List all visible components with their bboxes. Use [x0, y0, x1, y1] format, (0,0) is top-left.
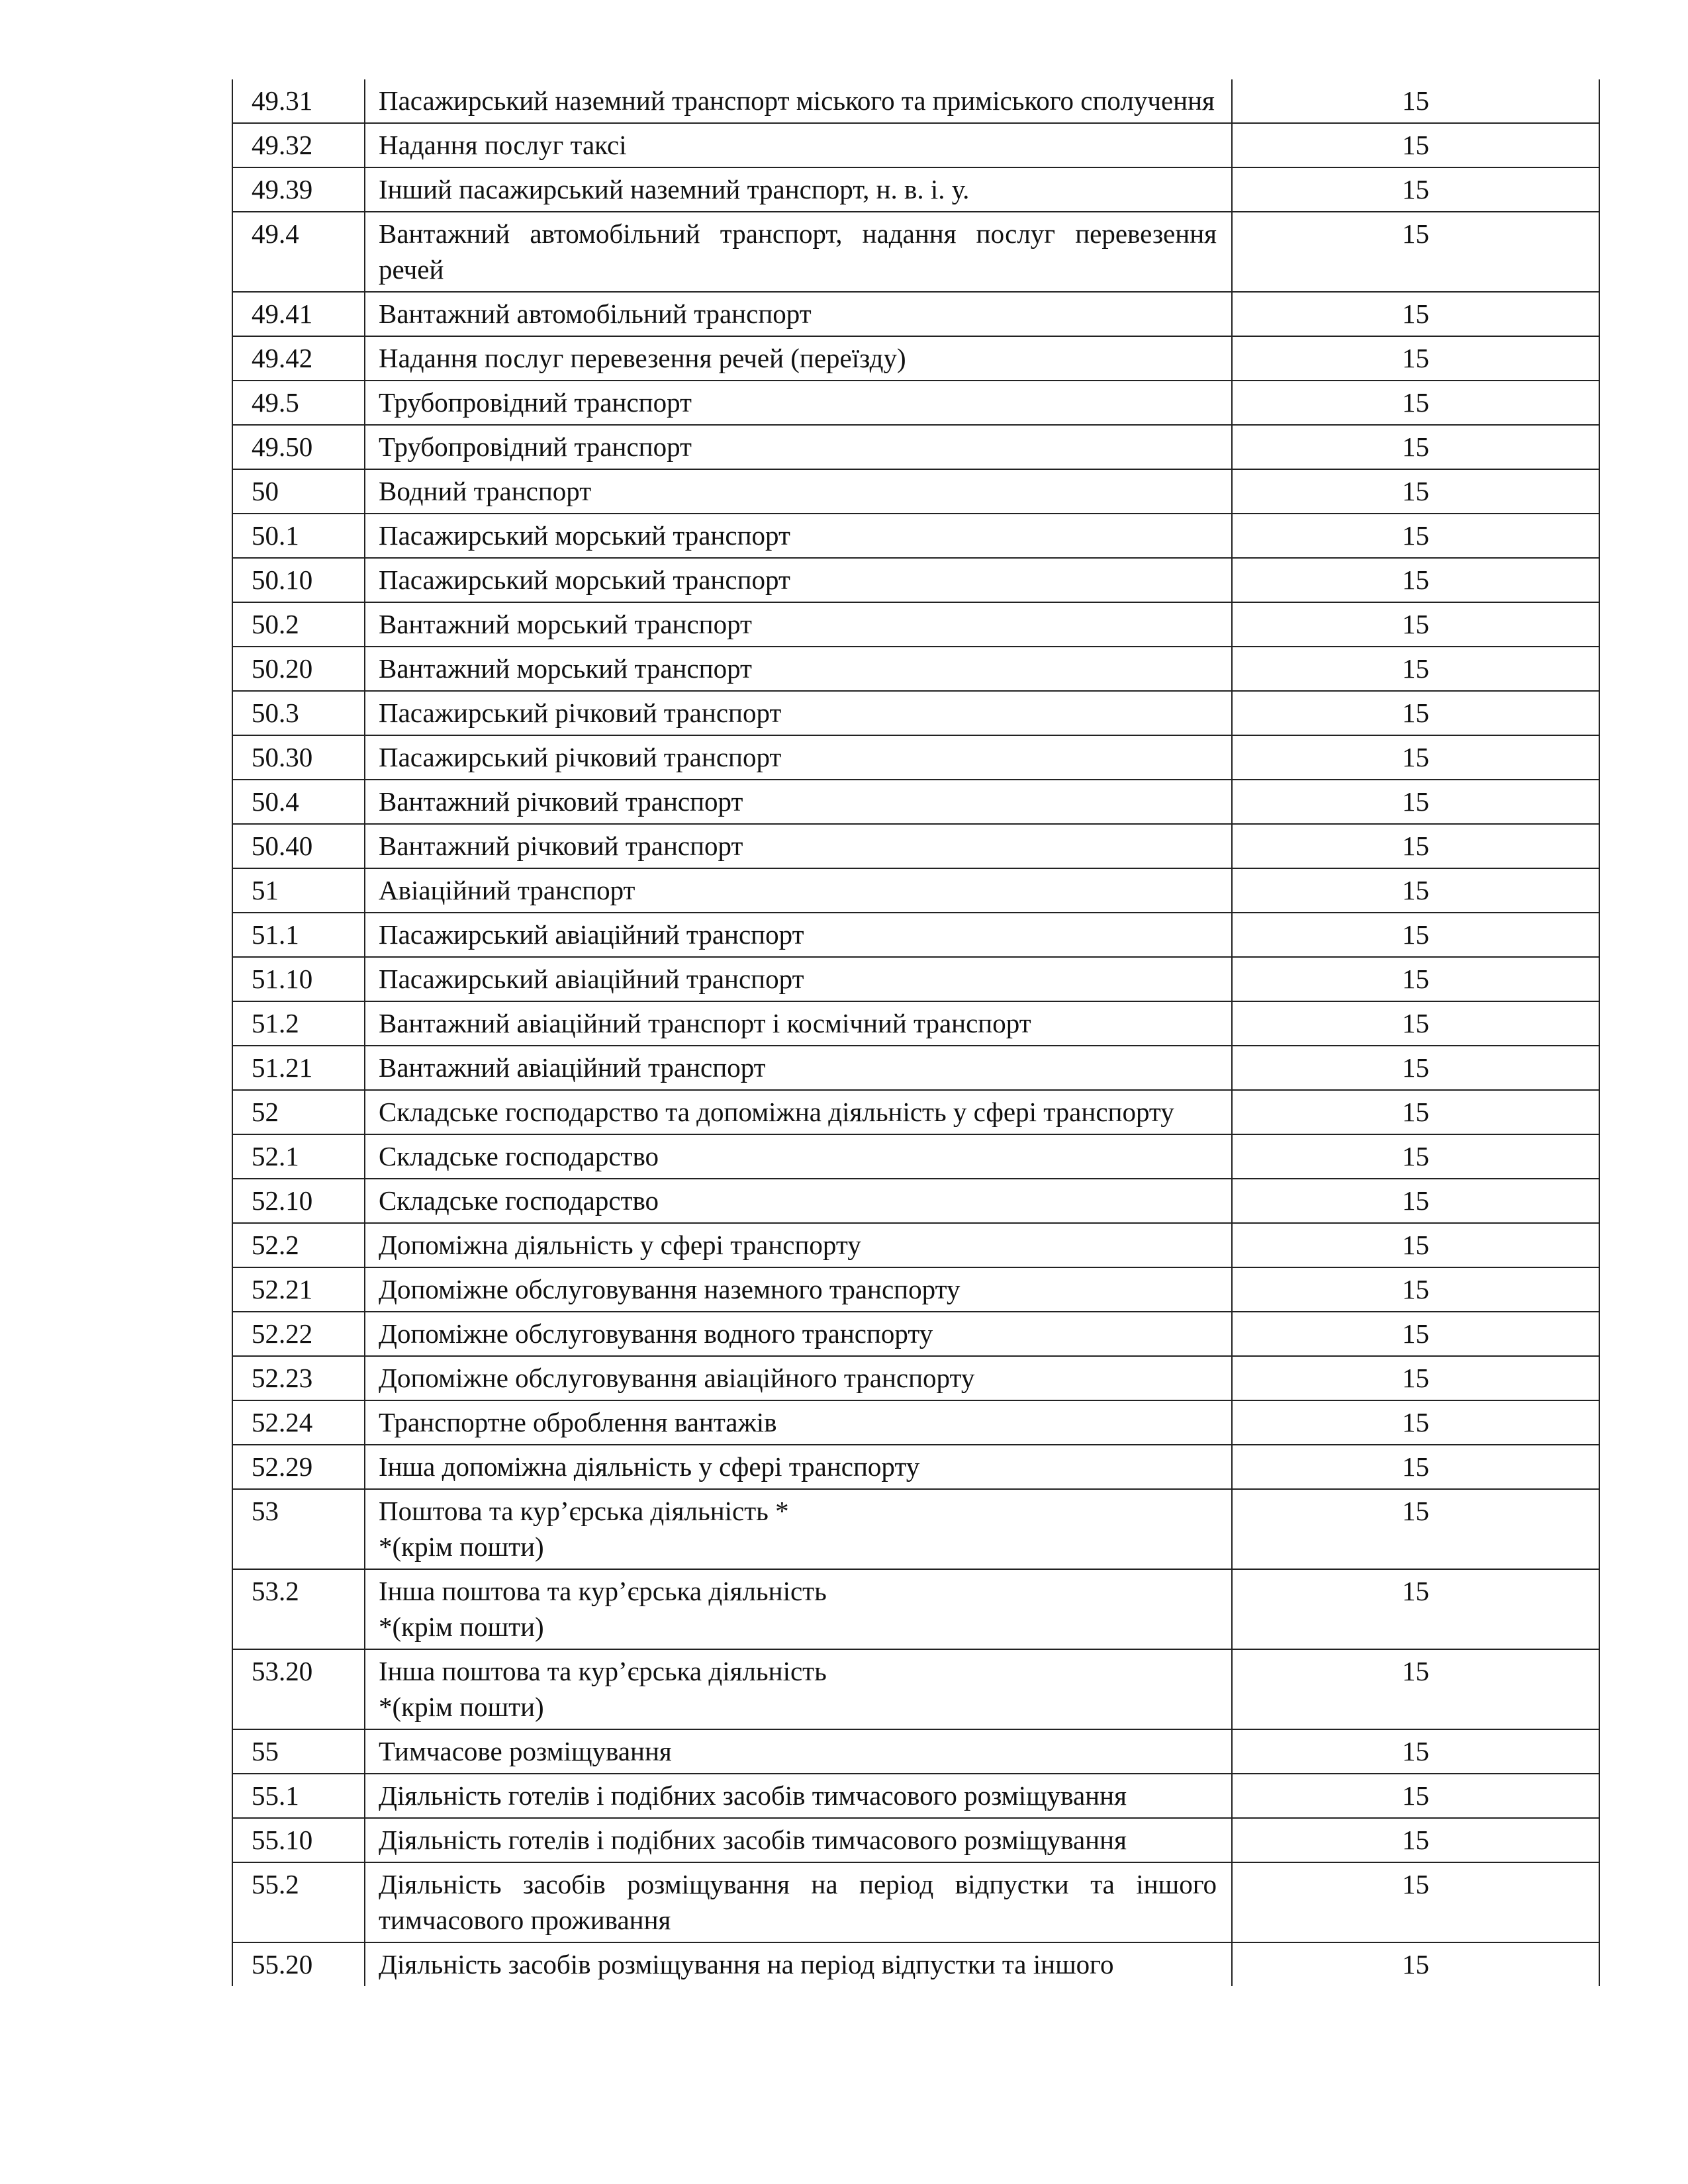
activity-name: Пасажирський річковий транспорт	[379, 742, 782, 772]
rate-value: 15	[1232, 957, 1599, 1001]
rate-value: 15	[1232, 1729, 1599, 1774]
activity-name: Інший пасажирський наземний транспорт, н. в. і. у.	[379, 174, 970, 205]
rate-value: 15	[1232, 79, 1599, 123]
activity-name: Складське господарство	[379, 1185, 659, 1216]
rate-value: 15	[1232, 824, 1599, 868]
activity-code: 52.29	[232, 1445, 365, 1489]
activity-code: 51.10	[232, 957, 365, 1001]
table-row	[232, 735, 1599, 780]
table-row	[232, 1134, 1599, 1179]
activity-name: Пасажирський авіаційний транспорт	[379, 964, 804, 994]
table-row	[232, 868, 1599, 913]
activity-code: 52.2	[232, 1223, 365, 1267]
activity-name: Вантажний авіаційний транспорт і космічний транспорт	[379, 1008, 1031, 1038]
activity-name-cell	[365, 647, 1232, 691]
activity-name: Трубопровідний транспорт	[379, 432, 692, 462]
rate-value: 15	[1232, 1774, 1599, 1818]
table-row	[232, 691, 1599, 735]
activity-name: Пасажирський річковий транспорт	[379, 698, 782, 728]
table-row	[232, 602, 1599, 647]
activity-name-cell	[365, 1942, 1232, 1986]
table-row	[232, 123, 1599, 167]
activity-note: *(крім пошти)	[379, 1692, 544, 1722]
activity-code: 49.4	[232, 212, 365, 292]
activity-name-cell	[365, 336, 1232, 381]
table-row	[232, 1445, 1599, 1489]
rate-value: 15	[1232, 1001, 1599, 1046]
activity-name-cell	[365, 1046, 1232, 1090]
activity-name-cell	[365, 1569, 1232, 1649]
table-row	[232, 1046, 1599, 1090]
activity-name-cell	[365, 1445, 1232, 1489]
activity-name-cell	[365, 824, 1232, 868]
activity-code: 52.23	[232, 1356, 365, 1400]
rate-value: 15	[1232, 1134, 1599, 1179]
table-row	[232, 1223, 1599, 1267]
activity-name: Надання послуг перевезення речей (переїзду)	[379, 343, 906, 373]
activity-name: Вантажний річковий транспорт	[379, 786, 743, 817]
activity-code: 51.2	[232, 1001, 365, 1046]
rate-value: 15	[1232, 647, 1599, 691]
rate-value: 15	[1232, 292, 1599, 336]
rate-value: 15	[1232, 780, 1599, 824]
rate-value: 15	[1232, 691, 1599, 735]
activity-code: 49.31	[232, 79, 365, 123]
activity-code: 50.3	[232, 691, 365, 735]
activity-name: Вантажний морський транспорт	[379, 653, 752, 684]
activity-name-cell	[365, 1267, 1232, 1312]
activity-code: 51.21	[232, 1046, 365, 1090]
rate-value: 15	[1232, 167, 1599, 212]
activity-code: 49.39	[232, 167, 365, 212]
activity-name: Пасажирський наземний транспорт міського та приміського сполучення	[379, 85, 1215, 116]
rate-value: 15	[1232, 735, 1599, 780]
rate-value: 15	[1232, 1649, 1599, 1729]
activity-name: Авіаційний транспорт	[379, 875, 635, 905]
table-row	[232, 167, 1599, 212]
table-row	[232, 913, 1599, 957]
activity-name: Діяльність готелів і подібних засобів тимчасового розміщування	[379, 1780, 1127, 1811]
activity-name-cell	[365, 79, 1232, 123]
activity-name-cell	[365, 292, 1232, 336]
activity-name: Інша поштова та кур’єрська діяльність	[379, 1576, 827, 1606]
activity-code: 52	[232, 1090, 365, 1134]
table-row	[232, 1942, 1599, 1986]
activity-name: Допоміжне обслуговування авіаційного транспорту	[379, 1363, 975, 1393]
table-row	[232, 514, 1599, 558]
table-row	[232, 1649, 1599, 1729]
activity-code: 49.42	[232, 336, 365, 381]
activity-name-cell	[365, 1001, 1232, 1046]
rate-value: 15	[1232, 425, 1599, 469]
activity-name: Тимчасове розміщування	[379, 1736, 672, 1766]
activity-code: 49.5	[232, 381, 365, 425]
activity-name: Складське господарство	[379, 1141, 659, 1171]
activity-name-cell	[365, 1818, 1232, 1862]
activity-name-cell	[365, 1312, 1232, 1356]
activity-name-cell	[365, 469, 1232, 514]
activity-name: Інша допоміжна діяльність у сфері транспорту	[379, 1451, 920, 1482]
rate-value: 15	[1232, 1312, 1599, 1356]
rate-value: 15	[1232, 1046, 1599, 1090]
activity-name-cell	[365, 1134, 1232, 1179]
rate-value: 15	[1232, 1267, 1599, 1312]
activity-name-cell	[365, 780, 1232, 824]
activity-name: Транспортне оброблення вантажів	[379, 1407, 777, 1437]
table-row	[232, 1729, 1599, 1774]
activity-name-cell	[365, 123, 1232, 167]
activity-name-cell	[365, 212, 1232, 292]
activity-code: 49.32	[232, 123, 365, 167]
activity-name-cell	[365, 1356, 1232, 1400]
activity-code: 53.20	[232, 1649, 365, 1729]
activity-code: 50.20	[232, 647, 365, 691]
table-row	[232, 1569, 1599, 1649]
activity-code: 52.10	[232, 1179, 365, 1223]
table-row	[232, 381, 1599, 425]
activity-name: Пасажирський морський транспорт	[379, 520, 790, 551]
activity-code: 50.10	[232, 558, 365, 602]
activity-name-cell	[365, 1489, 1232, 1569]
activity-code: 52.21	[232, 1267, 365, 1312]
activity-code: 55	[232, 1729, 365, 1774]
activity-name: Діяльність засобів розміщування на період відпустки та іншого тимчасового проживання	[379, 1869, 1217, 1935]
table-row	[232, 79, 1599, 123]
activity-name: Допоміжне обслуговування водного транспорту	[379, 1318, 933, 1349]
activity-code: 55.1	[232, 1774, 365, 1818]
table-row	[232, 1267, 1599, 1312]
activity-code: 50.2	[232, 602, 365, 647]
table-row	[232, 1400, 1599, 1445]
activity-code: 55.20	[232, 1942, 365, 1986]
activity-name-cell	[365, 1179, 1232, 1223]
table-body	[232, 79, 1599, 1986]
rate-value: 15	[1232, 1223, 1599, 1267]
table-row	[232, 1862, 1599, 1942]
activity-name: Надання послуг таксі	[379, 130, 627, 160]
activity-name: Пасажирський морський транспорт	[379, 565, 790, 595]
activity-code: 50.4	[232, 780, 365, 824]
rate-value: 15	[1232, 1569, 1599, 1649]
activity-name: Діяльність готелів і подібних засобів тимчасового розміщування	[379, 1825, 1127, 1855]
activity-name: Вантажний авіаційний транспорт	[379, 1052, 766, 1083]
activity-name-cell	[365, 167, 1232, 212]
rate-value: 15	[1232, 1489, 1599, 1569]
activity-name: Вантажний автомобільний транспорт, надання послуг перевезення речей	[379, 218, 1217, 285]
activity-name: Пасажирський авіаційний транспорт	[379, 919, 804, 950]
activity-name-cell	[365, 1862, 1232, 1942]
table-row	[232, 824, 1599, 868]
activity-name: Вантажний річковий транспорт	[379, 831, 743, 861]
activity-code: 49.41	[232, 292, 365, 336]
activity-code: 55.2	[232, 1862, 365, 1942]
table-row	[232, 1356, 1599, 1400]
activity-code: 53.2	[232, 1569, 365, 1649]
activity-code: 51.1	[232, 913, 365, 957]
activity-name: Складське господарство та допоміжна діяльність у сфері транспорту	[379, 1097, 1174, 1127]
activity-name: Інша поштова та кур’єрська діяльність	[379, 1656, 827, 1686]
rate-value: 15	[1232, 1445, 1599, 1489]
table-row	[232, 1001, 1599, 1046]
activity-name-cell	[365, 957, 1232, 1001]
activity-codes-table	[232, 79, 1600, 1986]
activity-code: 51	[232, 868, 365, 913]
table-row	[232, 780, 1599, 824]
activity-name: Водний транспорт	[379, 476, 592, 506]
activity-name-cell	[365, 1090, 1232, 1134]
activity-name-cell	[365, 1729, 1232, 1774]
activity-code: 50.40	[232, 824, 365, 868]
activity-note: *(крім пошти)	[379, 1612, 544, 1642]
activity-code: 52.1	[232, 1134, 365, 1179]
activity-name-cell	[365, 691, 1232, 735]
rate-value: 15	[1232, 469, 1599, 514]
table-row	[232, 1774, 1599, 1818]
activity-name: Вантажний морський транспорт	[379, 609, 752, 639]
table-row	[232, 1179, 1599, 1223]
rate-value: 15	[1232, 1356, 1599, 1400]
table-row	[232, 425, 1599, 469]
activity-name-cell	[365, 381, 1232, 425]
rate-value: 15	[1232, 336, 1599, 381]
table-row	[232, 558, 1599, 602]
activity-note: *(крім пошти)	[379, 1531, 544, 1562]
rate-value: 15	[1232, 381, 1599, 425]
table-row	[232, 957, 1599, 1001]
rate-value: 15	[1232, 913, 1599, 957]
activity-code: 52.22	[232, 1312, 365, 1356]
rate-value: 15	[1232, 1818, 1599, 1862]
table-row	[232, 292, 1599, 336]
activity-code: 50	[232, 469, 365, 514]
activity-code: 50.1	[232, 514, 365, 558]
activity-name-cell	[365, 1400, 1232, 1445]
rate-value: 15	[1232, 1862, 1599, 1942]
table-row	[232, 647, 1599, 691]
rate-value: 15	[1232, 1179, 1599, 1223]
activity-name-cell	[365, 913, 1232, 957]
table-row	[232, 336, 1599, 381]
activity-code: 55.10	[232, 1818, 365, 1862]
activity-name: Поштова та кур’єрська діяльність *	[379, 1496, 789, 1526]
activity-name-cell	[365, 868, 1232, 913]
rate-value: 15	[1232, 1942, 1599, 1986]
rate-value: 15	[1232, 212, 1599, 292]
activity-name-cell	[365, 558, 1232, 602]
rate-value: 15	[1232, 868, 1599, 913]
table-row	[232, 1489, 1599, 1569]
activity-name-cell	[365, 1774, 1232, 1818]
activity-name: Трубопровідний транспорт	[379, 387, 692, 418]
table-row	[232, 1090, 1599, 1134]
activity-name: Допоміжне обслуговування наземного транспорту	[379, 1274, 961, 1304]
activity-name-cell	[365, 425, 1232, 469]
activity-name-cell	[365, 1223, 1232, 1267]
activity-name-cell	[365, 1649, 1232, 1729]
activity-name: Допоміжна діяльність у сфері транспорту	[379, 1230, 861, 1260]
rate-value: 15	[1232, 1400, 1599, 1445]
activity-name: Вантажний автомобільний транспорт	[379, 298, 812, 329]
rate-value: 15	[1232, 1090, 1599, 1134]
table-row	[232, 1818, 1599, 1862]
activity-code: 53	[232, 1489, 365, 1569]
activity-code: 52.24	[232, 1400, 365, 1445]
rate-value: 15	[1232, 602, 1599, 647]
activity-code: 49.50	[232, 425, 365, 469]
table-row	[232, 1312, 1599, 1356]
activity-name-cell	[365, 735, 1232, 780]
activity-name-cell	[365, 514, 1232, 558]
rate-value: 15	[1232, 558, 1599, 602]
table-row	[232, 212, 1599, 292]
table-row	[232, 469, 1599, 514]
activity-code: 50.30	[232, 735, 365, 780]
activity-name-cell	[365, 602, 1232, 647]
rate-value: 15	[1232, 514, 1599, 558]
activity-name: Діяльність засобів розміщування на період відпустки та іншого	[379, 1949, 1114, 1979]
rate-value: 15	[1232, 123, 1599, 167]
